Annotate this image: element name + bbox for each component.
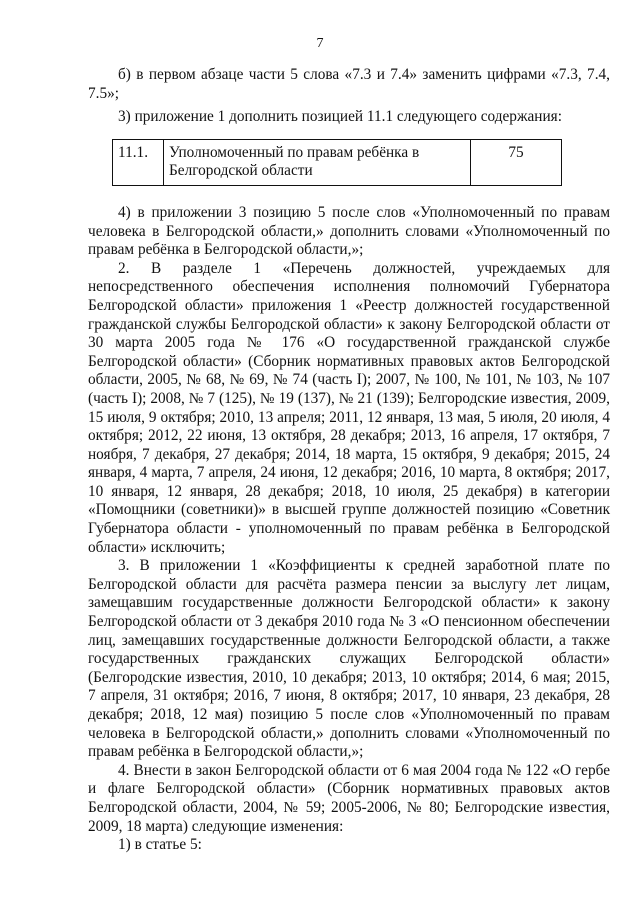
paragraph-annex3: 4) в приложении 3 позицию 5 после слов «Уполномоченный по правам человека в Белгородской области,» дополнить словами «Уполномоченный по правам ребёнка в Белгородской области,»; — [88, 203, 610, 259]
document-body — [88, 66, 610, 855]
paragraph-section2: 2. В разделе 1 «Перечень должностей, учреждаемых для непосредственного обеспечения исполнения полномочий Губернатора Белгородской области» приложения 1 «Реестр должностей государственной гражданской службы Белгородской области» к закону Белгородской области от 30 марта 2005 года № 176 «О государственной гражданской службе Белгородской области» (Сборник нормативных правовых актов Белгородской области, 2005, № 68, № 69, № 74 (часть I); 2007, № 100, № 101, № 103, № 107 (часть I); 2008, № 7 (125), № 19 (137), № 21 (139); Белгородские известия, 2009, 15 июля, 9 октября; 2010, 13 апреля; 2011, 12 января, 13 мая, 5 июля, 20 июля, 4 октября; 2012, 22 июня, 13 октября, 28 декабря; 2013, 16 апреля, 17 октября, 7 ноября, 7 декабря, 27 декабря; 2014, 18 марта, 15 октября, 9 декабря; 2015, 24 января, 4 марта, 7 апреля, 24 июня, 12 декабря; 2016, 10 марта, 8 октября; 2017, 10 января, 12 января, 28 декабря; 2018, 10 июля, 25 декабря) в категории «Помощники (советники)» в высшей группе должностей позицию «Советник Губернатора области - уполномоченный по правам ребёнка в Белгородской области» исключить; — [88, 259, 610, 556]
position-name-cell: Уполномоченный по правам ребёнка в Белгородской области — [164, 139, 471, 185]
paragraph-section3: 3. В приложении 1 «Коэффициенты к средней заработной плате по Белгородской области для расчёта размера пенсии за выслугу лет лицам, замещавшим государственные должности Белгородской области» к закону Белгородской области от 3 декабря 2010 года № 3 «О пенсионном обеспечении лиц, замещавших государственные должности Белгородской области, а также государственных гражданских служащих Белгородской области» (Белгородские известия, 2010, 10 декабря; 2013, 10 октября; 2014, 6 мая; 2015, 7 апреля, 31 октября; 2016, 7 июня, 8 октября; 2017, 10 января, 23 декабря, 28 декабря; 2018, 12 мая) позицию 5 после слов «Уполномоченный по правам человека в Белгородской области,» дополнить словами «Уполномоченный по правам ребёнка в Белгородской области,»; — [88, 557, 610, 761]
paragraph-amend-part5: б) в первом абзаце части 5 слова «7.3 и 7.4» заменить цифрами «7.3, 7.4, 7.5»; — [88, 66, 610, 102]
page-number: 7 — [316, 36, 324, 51]
paragraph-section4: 4. Внести в закон Белгородской области от 6 мая 2004 года № 122 «О гербе и флаге Белгородской области» (Сборник нормативных правовых актов Белгородской области, 2004, № 59; 2005-2006, № 80; Белгородские известия, 2009, 18 марта) следующие изменения: — [88, 761, 610, 835]
paragraph-annex1-addition: 3) приложение 1 дополнить позицией 11.1 следующего содержания: — [118, 108, 562, 126]
position-table — [112, 139, 562, 186]
position-number-cell: 11.1. — [113, 139, 164, 185]
position-value-cell: 75 — [471, 139, 562, 185]
paragraph-article5: 1) в статье 5: — [118, 836, 202, 854]
table-row — [113, 139, 562, 185]
